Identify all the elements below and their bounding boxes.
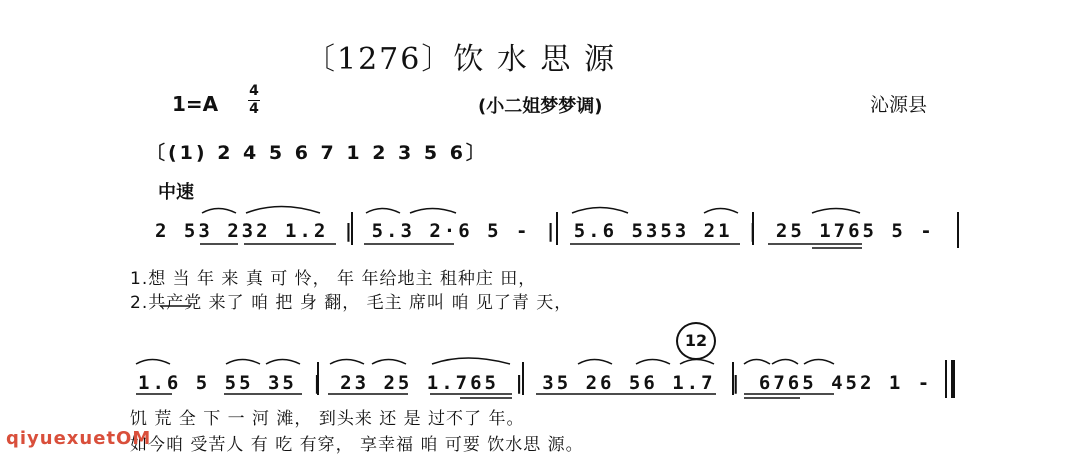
time-signature — [248, 84, 260, 117]
notation-line-2: 1.6 5 55 35 | 23 25 1.765 | 35 26 56 1.7 | 6765 452 1 - — [138, 372, 933, 394]
lyrics-verse1-line2: 饥 荒 全 下 一 河 滩， 到头来 还 是 过不了 年。 — [130, 409, 525, 429]
origin-label: 沁源县 — [870, 94, 928, 116]
lyrics-verse1-line1: 1.想 当 年 来 真 可 怜， 年 年给地主 租种庄 田， — [130, 269, 537, 289]
notation-line-1: 2 53 232 1.2 | 5.3 2·6 5 - | 5.6 5353 21 | 25 1765 5 - — [155, 220, 935, 242]
time-signature-bottom: 4 — [249, 101, 259, 117]
watermark: qiyuexuetOM — [6, 428, 152, 449]
measure-number-marker: 12 — [676, 322, 716, 360]
scale-line: 〔(1) 2 4 5 6 7 1 2 3 5 6〕 — [146, 142, 488, 164]
key-signature: 1=A — [172, 92, 219, 116]
melody-name: (小二姐梦梦调) — [478, 96, 603, 117]
lyrics-verse2-line1: 2.共产党 来了 咱 把 身 翻， 毛主 席叫 咱 见了青 天， — [130, 293, 573, 313]
time-signature-top: 4 — [249, 83, 259, 99]
song-title: 〔1276〕饮 水 思 源 — [305, 42, 616, 77]
tempo-marking: 中速 — [158, 182, 194, 203]
lyrics-verse2-line2: 如今咱 受苦人 有 吃 有穿， 享幸福 咱 可要 饮水思 源。 — [130, 435, 584, 455]
